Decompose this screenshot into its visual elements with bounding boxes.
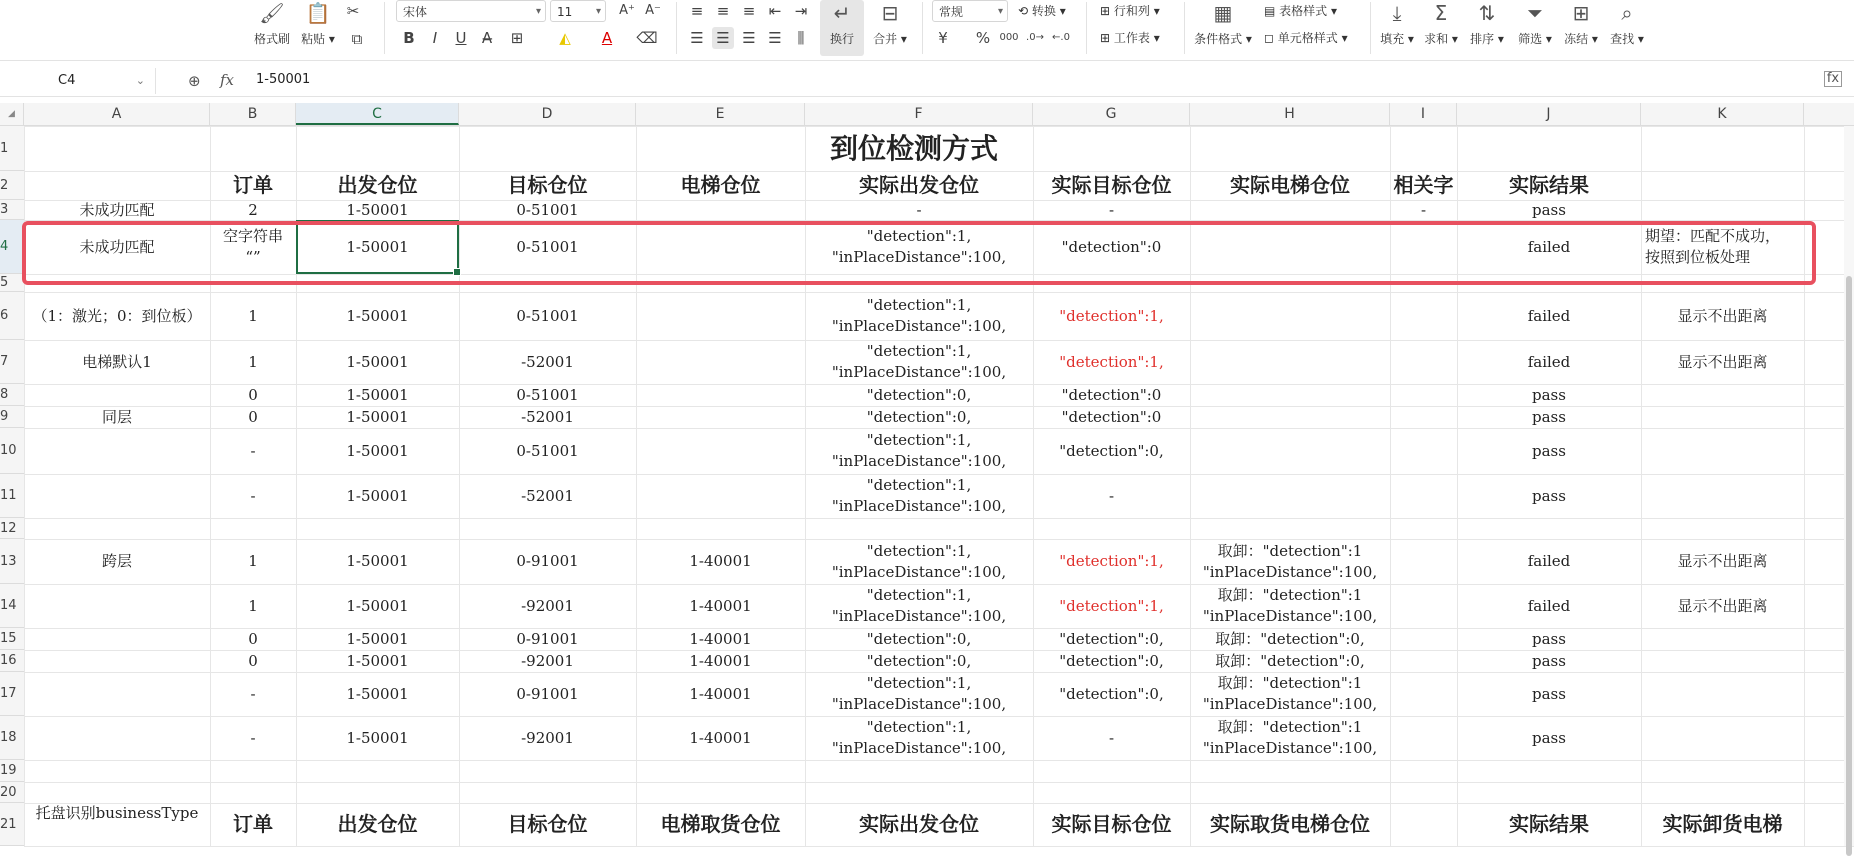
cell-c4[interactable]: 1-50001	[346, 237, 409, 256]
cell-b10[interactable]: -	[250, 441, 256, 460]
fill-down-icon: ⤓	[1392, 1, 1402, 25]
font-size-select[interactable]: 11 ▾	[550, 0, 606, 22]
row-header-8[interactable]: 8	[0, 384, 24, 406]
merge-icon: ⊟	[881, 1, 899, 25]
separator	[1370, 2, 1371, 54]
separator	[1086, 2, 1087, 54]
number-format-select[interactable]: 常规 ▾	[932, 0, 1008, 22]
indent-icon[interactable]: ⇥	[794, 2, 808, 20]
cell-b2[interactable]: 订单	[233, 173, 273, 197]
cell-d14[interactable]: -92001	[521, 596, 574, 615]
active-cell-cursor[interactable]	[296, 220, 459, 274]
row-header-bar	[0, 126, 25, 846]
cell-g3[interactable]: -	[1108, 201, 1115, 219]
cell-c7[interactable]: 1-50001	[346, 352, 409, 371]
row-header-11[interactable]: 11	[0, 474, 24, 518]
cell-d6[interactable]: 0-51001	[516, 306, 579, 325]
name-box[interactable]: C4 ⌄	[0, 68, 156, 94]
cell-d3[interactable]: 0-51001	[516, 201, 579, 219]
sum-label: 求和 ▾	[1424, 32, 1458, 46]
cell-b3[interactable]: 2	[248, 201, 258, 219]
cell-j8[interactable]: pass	[1532, 385, 1566, 404]
cell-b18[interactable]: -	[250, 728, 256, 747]
cell-j16[interactable]: pass	[1532, 651, 1566, 670]
cell-j4[interactable]: failed	[1527, 237, 1571, 256]
zoom-icon[interactable]: ⊕	[188, 72, 201, 90]
wrap-label: 换行	[829, 32, 854, 46]
currency-icon[interactable]: ¥	[938, 29, 948, 47]
filter-icon: ⏷	[1527, 1, 1543, 25]
cell-d2[interactable]: 目标仓位	[507, 173, 588, 197]
cell-e13[interactable]: 1-40001	[689, 552, 752, 570]
separator	[384, 2, 385, 54]
ribbon-toolbar	[0, 0, 1854, 61]
cell-i3[interactable]: -	[1420, 201, 1427, 219]
column-header-g[interactable]: G	[1033, 103, 1190, 125]
merge-button[interactable]	[866, 0, 914, 56]
cell-b9[interactable]: 0	[248, 407, 258, 426]
cell-d21[interactable]: 目标仓位	[507, 812, 588, 836]
format-painter-button[interactable]	[246, 0, 298, 56]
cell-h18[interactable]: 取卸："detection":1 "inPlaceDistance":100,	[1202, 718, 1378, 757]
cell-g21[interactable]: 实际目标仓位	[1051, 812, 1172, 836]
row-header-12[interactable]: 12	[0, 518, 24, 539]
decrease-decimal-icon[interactable]: ←.0	[1052, 32, 1070, 43]
sort-button[interactable]	[1466, 0, 1508, 56]
convert-button[interactable]: ⟲ 转换 ▾	[1018, 4, 1066, 18]
cell-c14[interactable]: 1-50001	[346, 596, 409, 615]
cell-c8[interactable]: 1-50001	[346, 385, 409, 404]
fill-color-icon[interactable]: ◭	[559, 29, 571, 47]
cell-j14[interactable]: failed	[1527, 596, 1571, 615]
border-icon[interactable]: ⊞	[510, 29, 524, 47]
cell-g8[interactable]: "detection":0	[1061, 385, 1162, 404]
fill-button[interactable]	[1376, 0, 1418, 56]
align-bottom-icon[interactable]: ≡	[742, 2, 756, 20]
cell-d10[interactable]: 0-51001	[516, 441, 579, 460]
chevron-down-icon: ⌄	[135, 74, 145, 87]
row-header-15[interactable]: 15	[0, 628, 24, 650]
row-header-14[interactable]: 14	[0, 584, 24, 628]
gridline	[24, 760, 1854, 761]
worksheet-button[interactable]: ⊞ 工作表 ▾	[1100, 31, 1160, 45]
freeze-icon: ⊞	[1572, 1, 1590, 25]
cell-g7[interactable]: "detection":1,	[1059, 352, 1164, 371]
gridline	[24, 846, 1854, 847]
cond-format-label: 条件格式 ▾	[1194, 32, 1252, 46]
cell-g2[interactable]: 实际目标仓位	[1051, 173, 1172, 197]
cell-f4[interactable]: "detection":1, "inPlaceDistance":100,	[831, 227, 1007, 266]
cell-f14[interactable]: "detection":1, "inPlaceDistance":100,	[831, 586, 1007, 625]
cell-e2[interactable]: 电梯仓位	[680, 173, 761, 197]
cell-c13[interactable]: 1-50001	[346, 552, 409, 570]
cell-e16[interactable]: 1-40001	[689, 651, 752, 670]
cell-h21[interactable]: 实际取货电梯仓位	[1210, 812, 1370, 836]
cell-b15[interactable]: 0	[248, 629, 258, 648]
cell-d9[interactable]: -52001	[521, 407, 574, 426]
column-header-e[interactable]: E	[636, 103, 805, 125]
cell-c3[interactable]: 1-50001	[346, 201, 409, 219]
cell-e17[interactable]: 1-40001	[689, 684, 752, 703]
cell-g10[interactable]: "detection":0,	[1059, 441, 1164, 460]
cell-k13[interactable]: 显示不出距离	[1677, 552, 1768, 570]
formula-bar	[0, 66, 1854, 97]
cell-i2[interactable]: 相关字	[1393, 173, 1454, 197]
cell-k14[interactable]: 显示不出距离	[1677, 596, 1768, 615]
row-header-16[interactable]: 16	[0, 650, 24, 672]
cell-d13[interactable]: 0-91001	[516, 552, 579, 570]
cell-f8[interactable]: "detection":0,	[866, 385, 972, 404]
cell-d4[interactable]: 0-51001	[516, 237, 579, 256]
percent-icon[interactable]: %	[975, 29, 991, 47]
cell-a1[interactable]: 到位检测方式	[829, 132, 998, 165]
cell-a13[interactable]: 跨层	[101, 552, 132, 570]
cell-g11[interactable]: -	[1108, 486, 1115, 505]
find-label: 查找 ▾	[1610, 32, 1644, 46]
cell-e15[interactable]: 1-40001	[689, 629, 752, 648]
cell-f18[interactable]: "detection":1, "inPlaceDistance":100,	[831, 718, 1007, 757]
row-header-2[interactable]: 2	[0, 171, 24, 200]
strikethrough-icon[interactable]: A̶	[481, 29, 493, 47]
row-header-6[interactable]: 6	[0, 292, 24, 340]
cell-j2[interactable]: 实际结果	[1509, 173, 1589, 197]
cell-j17[interactable]: pass	[1532, 684, 1566, 703]
cell-b21[interactable]: 订单	[233, 812, 273, 836]
cell-h15[interactable]: 取卸："detection":0,	[1215, 629, 1365, 648]
cell-h13[interactable]: 取卸："detection":1 "inPlaceDistance":100,	[1202, 541, 1378, 581]
sigma-icon: Σ	[1434, 1, 1448, 25]
cell-d17[interactable]: 0-91001	[516, 684, 579, 703]
cell-j6[interactable]: failed	[1527, 306, 1571, 325]
sum-button[interactable]	[1420, 0, 1462, 56]
row-header-4[interactable]: 4	[0, 220, 24, 274]
cell-g17[interactable]: "detection":0,	[1059, 684, 1164, 703]
separator	[922, 2, 923, 54]
cell-j13[interactable]: failed	[1527, 552, 1571, 570]
sort-label: 排序 ▾	[1470, 32, 1504, 46]
column-header-a[interactable]: A	[24, 103, 210, 125]
bold-icon[interactable]: B	[403, 29, 415, 47]
cell-a3[interactable]: 未成功匹配	[79, 201, 155, 219]
cell-c15[interactable]: 1-50001	[346, 629, 409, 648]
gridline	[24, 518, 1854, 519]
row-header-18[interactable]: 18	[0, 716, 24, 760]
filter-label: 筛选 ▾	[1518, 32, 1552, 46]
cell-b13[interactable]: 1	[248, 552, 258, 570]
cell-f11[interactable]: "detection":1, "inPlaceDistance":100,	[831, 476, 1007, 515]
cell-a9[interactable]: 同层	[101, 407, 132, 426]
outdent-icon[interactable]: ⇤	[768, 2, 782, 20]
cell-b16[interactable]: 0	[248, 651, 258, 670]
increase-decimal-icon[interactable]: .0→	[1026, 32, 1044, 43]
cell-b4[interactable]: 空字符串 “”	[222, 227, 283, 266]
formula-input[interactable]: 1-50001	[256, 72, 311, 87]
cell-c11[interactable]: 1-50001	[346, 486, 409, 505]
row-header-5[interactable]: 5	[0, 274, 24, 292]
cell-j10[interactable]: pass	[1532, 441, 1566, 460]
cell-g6[interactable]: "detection":1,	[1059, 306, 1164, 325]
row-header-9[interactable]: 9	[0, 406, 24, 428]
cell-f7[interactable]: "detection":1, "inPlaceDistance":100,	[831, 342, 1007, 381]
cell-f10[interactable]: "detection":1, "inPlaceDistance":100,	[831, 431, 1007, 470]
cell-g18[interactable]: -	[1108, 728, 1115, 747]
row-header-20[interactable]: 20	[0, 782, 24, 803]
separator	[1184, 2, 1185, 54]
cell-c2[interactable]: 出发仓位	[337, 173, 418, 197]
cell-a6[interactable]: （1：激光；0：到位板）	[32, 306, 202, 325]
cell-j18[interactable]: pass	[1532, 728, 1566, 747]
cell-j9[interactable]: pass	[1532, 407, 1566, 426]
search-icon: ⌕	[1621, 1, 1633, 25]
cell-d11[interactable]: -52001	[521, 486, 574, 505]
chevron-down-icon: ▾	[997, 6, 1003, 17]
cell-f2[interactable]: 实际出发仓位	[859, 173, 979, 197]
cell-f3[interactable]: -	[916, 201, 922, 219]
row-header-17[interactable]: 17	[0, 672, 24, 716]
cell-d7[interactable]: -52001	[521, 352, 574, 371]
cell-c16[interactable]: 1-50001	[346, 651, 409, 670]
chevron-down-icon: ▾	[535, 6, 541, 17]
cell-a7[interactable]: 电梯默认1	[82, 352, 152, 371]
cell-g15[interactable]: "detection":0,	[1059, 629, 1164, 648]
font-color-icon[interactable]: A	[601, 29, 613, 47]
cell-b11[interactable]: -	[250, 486, 256, 505]
cell-f15[interactable]: "detection":0,	[866, 629, 972, 648]
wrap-text-button[interactable]	[820, 0, 864, 56]
thousands-icon[interactable]: 000	[999, 32, 1019, 43]
cell-g9[interactable]: "detection":0	[1061, 407, 1162, 426]
column-header-d[interactable]: D	[459, 103, 636, 125]
row-header-3[interactable]: 3	[0, 200, 24, 220]
merge-label: 合并 ▾	[873, 32, 907, 46]
cell-g13[interactable]: "detection":1,	[1059, 552, 1164, 570]
column-header-f[interactable]: F	[805, 103, 1033, 125]
italic-icon[interactable]: I	[432, 29, 438, 47]
cell-c17[interactable]: 1-50001	[346, 684, 409, 703]
column-header-h[interactable]: H	[1190, 103, 1390, 125]
align-right-icon[interactable]: ☰	[742, 29, 756, 47]
cell-c9[interactable]: 1-50001	[346, 407, 409, 426]
font-name-select[interactable]: 宋体 ▾	[396, 0, 546, 22]
cell-e21[interactable]: 电梯取货仓位	[660, 812, 781, 836]
vertical-scrollbar[interactable]	[1844, 126, 1854, 846]
gridline	[24, 274, 1854, 275]
cell-c10[interactable]: 1-50001	[346, 441, 409, 460]
table-style-button[interactable]: ▤ 表格样式 ▾	[1264, 4, 1338, 18]
cell-g4[interactable]: "detection":0	[1061, 237, 1162, 256]
column-header-c[interactable]: C	[296, 103, 459, 125]
cell-g16[interactable]: "detection":0,	[1059, 651, 1164, 670]
fx-icon[interactable]: fx	[220, 71, 235, 89]
chevron-down-icon: ▾	[595, 6, 601, 17]
cell-f6[interactable]: "detection":1, "inPlaceDistance":100,	[831, 296, 1007, 335]
separator	[676, 2, 677, 54]
cell-h17[interactable]: 取卸："detection":1 "inPlaceDistance":100,	[1202, 674, 1378, 713]
row-header-21[interactable]: 21	[0, 803, 24, 846]
cell-e18[interactable]: 1-40001	[689, 728, 752, 747]
find-button[interactable]	[1606, 0, 1648, 56]
table-icon: ▦	[1213, 1, 1233, 25]
expand-formula-icon[interactable]: fx	[1824, 71, 1842, 87]
paste-label: 粘贴 ▾	[301, 32, 335, 46]
cell-k4[interactable]: 期望：匹配不成功， 按照到位板处理	[1645, 227, 1781, 266]
column-header-bar	[0, 103, 1854, 126]
select-all-corner[interactable]: ◢	[0, 103, 24, 125]
format-painter-label: 格式刷	[253, 32, 290, 46]
cell-j15[interactable]: pass	[1532, 629, 1566, 648]
filter-button[interactable]	[1514, 0, 1556, 56]
cell-b14[interactable]: 1	[248, 596, 258, 615]
cell-h14[interactable]: 取卸："detection":1 "inPlaceDistance":100,	[1202, 586, 1378, 625]
cell-j21[interactable]: 实际结果	[1509, 812, 1589, 836]
brush-icon: 🖌	[259, 1, 285, 25]
cell-k7[interactable]: 显示不出距离	[1677, 352, 1768, 371]
row-header-10[interactable]: 10	[0, 428, 24, 474]
cut-icon[interactable]: ✂	[346, 2, 360, 20]
increase-font-icon[interactable]: A⁺	[619, 3, 635, 18]
justify-icon[interactable]: ☰	[768, 29, 782, 47]
cell-c21[interactable]: 出发仓位	[337, 812, 418, 836]
align-left-icon[interactable]: ☰	[690, 29, 704, 47]
cell-f21[interactable]: 实际出发仓位	[859, 812, 979, 836]
paste-button[interactable]	[292, 0, 344, 56]
cell-a21[interactable]: 托盘识别businessType	[35, 804, 199, 822]
cell-b6[interactable]: 1	[248, 306, 258, 325]
cell-f9[interactable]: "detection":0,	[866, 407, 972, 426]
cell-d18[interactable]: -92001	[521, 728, 574, 747]
cell-g14[interactable]: "detection":1,	[1059, 596, 1164, 615]
cell-style-button[interactable]: ◻ 单元格样式 ▾	[1264, 31, 1348, 45]
cell-a4[interactable]: 未成功匹配	[79, 237, 155, 256]
cell-h16[interactable]: 取卸："detection":0,	[1215, 651, 1365, 670]
fill-label: 填充 ▾	[1380, 32, 1414, 46]
decrease-font-icon[interactable]: A⁻	[645, 3, 661, 18]
row-header-19[interactable]: 19	[0, 760, 24, 782]
cell-j11[interactable]: pass	[1532, 486, 1566, 505]
row-header-7[interactable]: 7	[0, 340, 24, 384]
cell-d8[interactable]: 0-51001	[516, 385, 579, 404]
cell-f13[interactable]: "detection":1, "inPlaceDistance":100,	[831, 541, 1007, 581]
row-header-13[interactable]: 13	[0, 539, 24, 584]
cell-c18[interactable]: 1-50001	[346, 728, 409, 747]
cell-f16[interactable]: "detection":0,	[866, 651, 972, 670]
underline-icon[interactable]: U	[455, 29, 467, 47]
sort-icon: ⇅	[1478, 1, 1496, 25]
freeze-label: 冻结 ▾	[1564, 32, 1598, 46]
distributed-icon[interactable]: ⫼	[797, 29, 805, 47]
align-middle-icon[interactable]: ≡	[716, 2, 730, 20]
align-center-icon[interactable]: ☰	[712, 27, 734, 49]
row-header-1[interactable]: 1	[0, 126, 24, 171]
copy-icon[interactable]: ⧉	[351, 30, 363, 48]
cell-h2[interactable]: 实际电梯仓位	[1230, 173, 1350, 197]
row-col-button[interactable]: ⊞ 行和列 ▾	[1100, 4, 1160, 18]
cell-b8[interactable]: 0	[248, 385, 258, 404]
column-header-j[interactable]: J	[1457, 103, 1641, 125]
cell-k6[interactable]: 显示不出距离	[1677, 306, 1768, 325]
gridline	[1390, 126, 1391, 846]
scrollbar-thumb[interactable]	[1846, 276, 1852, 856]
column-header-i[interactable]: I	[1390, 103, 1457, 125]
gridline	[24, 782, 1854, 783]
cell-f17[interactable]: "detection":1, "inPlaceDistance":100,	[831, 674, 1007, 713]
cell-d16[interactable]: -92001	[521, 651, 574, 670]
column-header-b[interactable]: B	[210, 103, 296, 125]
cell-d15[interactable]: 0-91001	[516, 629, 579, 648]
eraser-icon[interactable]: ⌫	[636, 29, 658, 47]
align-top-icon[interactable]: ≡	[690, 2, 704, 20]
cell-e14[interactable]: 1-40001	[689, 596, 752, 615]
column-header-k[interactable]: K	[1641, 103, 1804, 125]
cell-b17[interactable]: -	[250, 684, 256, 703]
cell-j7[interactable]: failed	[1527, 352, 1571, 371]
clipboard-icon: 📋	[305, 1, 331, 25]
cond-format-button[interactable]	[1192, 0, 1254, 56]
wrap-icon: ↵	[833, 1, 851, 25]
freeze-button[interactable]	[1560, 0, 1602, 56]
cell-k21[interactable]: 实际卸货电梯	[1662, 812, 1783, 836]
cell-j3[interactable]: pass	[1532, 201, 1566, 219]
cell-c6[interactable]: 1-50001	[346, 306, 409, 325]
cell-b7[interactable]: 1	[248, 352, 258, 371]
